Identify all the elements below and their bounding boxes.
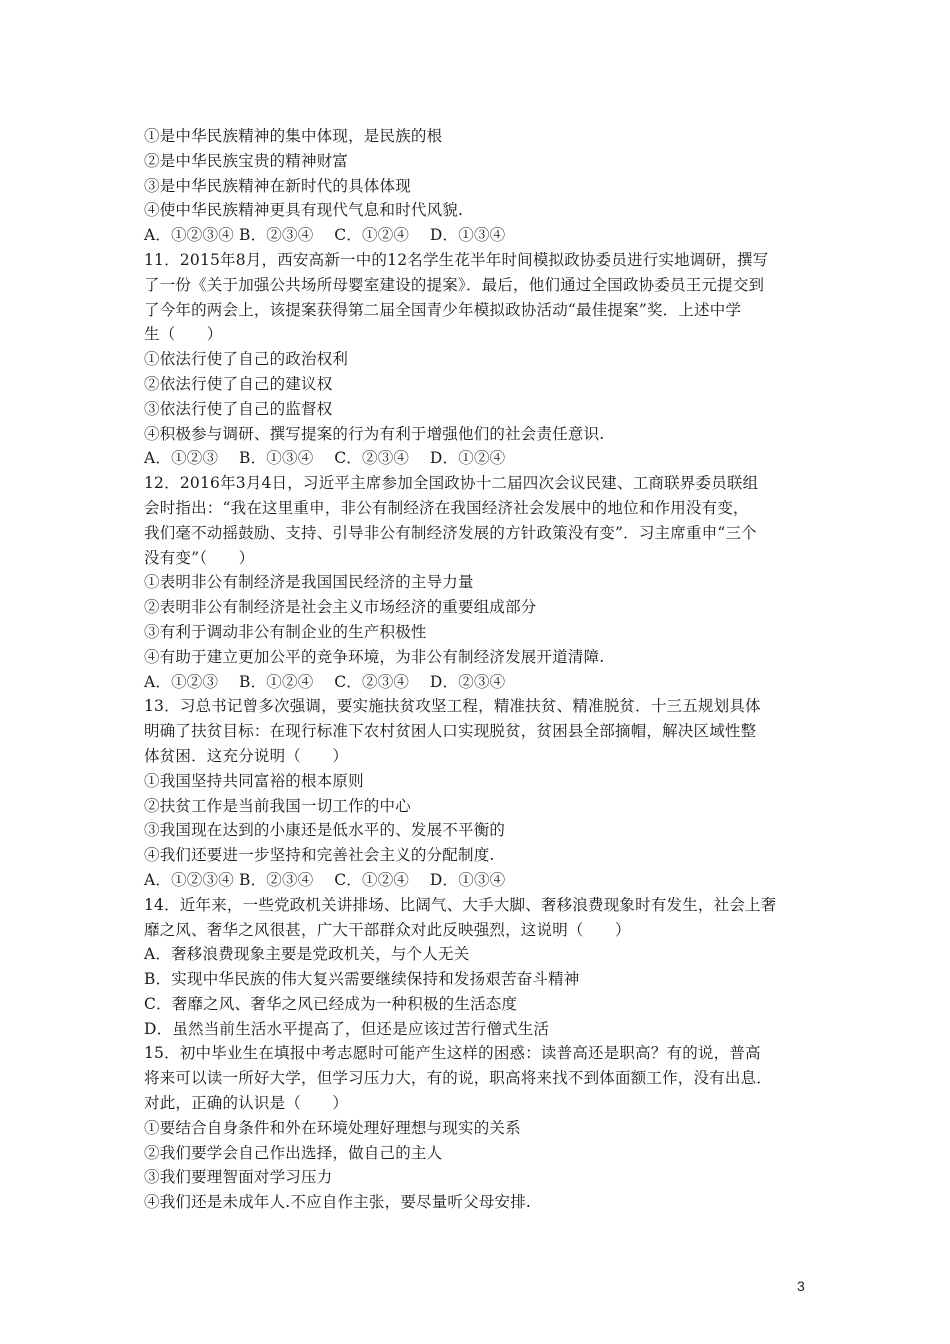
text-line: 明确了扶贫目标：在现行标准下农村贫困人口实现脱贫，贫困县全部摘帽，解决区域性整 (144, 722, 757, 741)
text-line: ④积极参与调研、撰写提案的行为有利于增强他们的社会责任意识. (144, 424, 605, 443)
text-line: ④我们还要进一步坚持和完善社会主义的分配制度. (144, 846, 495, 865)
text-line: ①表明非公有制经济是我国国民经济的主导力量 (144, 573, 474, 592)
text-line: C．奢靡之风、奢华之风已经成为一种积极的生活态度 (144, 994, 518, 1013)
text-line: 靡之风、奢华之风很甚，广大干部群众对此反映强烈，这说明（ ） (144, 920, 631, 939)
text-line: A．①②③④ B．②③④ C．①②④ D．①③④ (144, 870, 506, 889)
text-line: D．虽然当前生活水平提高了，但还是应该过苦行僧式生活 (144, 1019, 550, 1038)
text-line: ③有利于调动非公有制企业的生产积极性 (144, 622, 427, 641)
text-line: ①要结合自身条件和外在环境处理好理想与现实的关系 (144, 1118, 521, 1137)
text-line: 将来可以读一所好大学，但学习压力大，有的说，职高将来找不到体面额工作，没有出息． (144, 1069, 773, 1088)
exam-question-text (144, 124, 814, 1215)
text-line: 了一份《关于加强公共场所母婴室建设的提案》．最后，他们通过全国政协委员王元提交到 (144, 275, 765, 294)
text-line: ④我们还是未成年人.不应自作主张，要尽量听父母安排. (144, 1193, 532, 1212)
text-line: A．奢移浪费现象主要是党政机关，与个人无关 (144, 945, 470, 964)
text-line: A．①②③④ B．②③④ C．①②④ D．①③④ (144, 226, 506, 245)
text-line: ③我国现在达到的小康还是低水平的、发展不平衡的 (144, 821, 506, 840)
text-line: ④有助于建立更加公平的竞争环境，为非公有制经济发展开道清障. (144, 647, 605, 666)
text-line: ①依法行使了自己的政治权利 (144, 350, 349, 369)
text-line: 12．2016年3月4日，习近平主席参加全国政协十二届四次会议民建、工商联界委员联组 (144, 474, 759, 493)
text-line: ③我们要理智面对学习压力 (144, 1168, 333, 1187)
text-line: 了今年的两会上，该提案获得第二届全国青少年模拟政协活动“最佳提案”奖．上述中学 (144, 300, 742, 319)
text-line: A．①②③ B．①③④ C．②③④ D．①②④ (144, 449, 506, 468)
text-line: ④使中华民族精神更具有现代气息和时代风貌. (144, 201, 464, 220)
text-line: ②依法行使了自己的建议权 (144, 374, 333, 393)
text-line: 没有变”（ ） (144, 548, 255, 567)
text-line: ①是中华民族精神的集中体现，是民族的根 (144, 127, 443, 145)
text-line: 15．初中毕业生在填报中考志愿时可能产生这样的困惑：读普高还是职高？有的说，普高 (144, 1044, 761, 1063)
text-line: ③依法行使了自己的监督权 (144, 399, 333, 418)
text-line: ②表明非公有制经济是社会主义市场经济的重要组成部分 (144, 598, 537, 617)
text-line: 生（ ） (144, 325, 223, 344)
text-line: ②扶贫工作是当前我国一切工作的中心 (144, 796, 411, 815)
text-line: ③是中华民族精神在新时代的具体体现 (144, 176, 411, 195)
text-line: A．①②③ B．①②④ C．②③④ D．②③④ (144, 672, 506, 691)
page-number: 3 (797, 1278, 805, 1294)
text-line: ②是中华民族宝贵的精神财富 (144, 151, 349, 170)
text-line: ②我们要学会自己作出选择，做自己的主人 (144, 1143, 443, 1162)
text-line: 11．2015年8月，西安高新一中的12名学生花半年时间模拟政协委员进行实地调研，撰写 (144, 250, 769, 269)
text-line: B．实现中华民族的伟大复兴需要继续保持和发扬艰苦奋斗精神 (144, 970, 580, 989)
text-line: ①我国坚持共同富裕的根本原则 (144, 771, 364, 790)
text-line: 会时指出：“我在这里重申，非公有制经济在我国经济社会发展中的地位和作用没有变， (144, 498, 749, 517)
text-line: 对此，正确的认识是（ ） (144, 1094, 349, 1113)
text-line: 体贫困．这充分说明（ ） (144, 746, 349, 765)
text-line: 我们毫不动摇鼓励、支持、引导非公有制经济发展的方针政策没有变”．习主席重申“三个 (144, 523, 757, 542)
text-line: 13．习总书记曾多次强调，要实施扶贫攻坚工程，精准扶贫、精准脱贫．十三五规划具体 (144, 697, 761, 716)
text-line: 14．近年来，一些党政机关讲排场、比阔气、大手大脚、奢移浪费现象时有发生，社会上奢 (144, 895, 777, 914)
